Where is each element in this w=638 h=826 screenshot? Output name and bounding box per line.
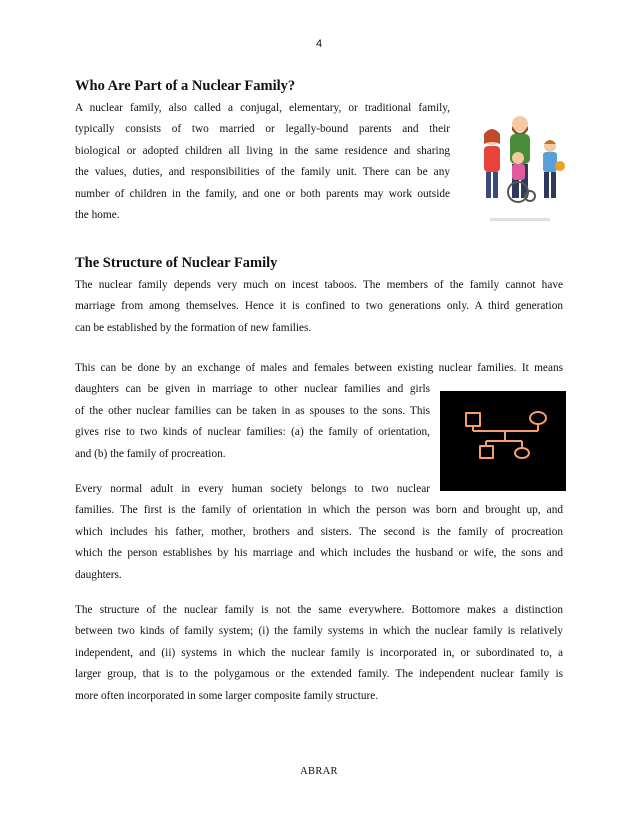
text-line: typically consists of two married or legally-bound parents and their [75,123,450,136]
text-line: The nuclear family depends very much on incest taboos. The members of the family cannot have [75,279,563,291]
page-footer: ABRAR [300,766,338,777]
text-line: biological or adopted children all living in the same residence and sharing [75,144,450,157]
text-line: and (b) the family of procreation. [75,447,226,460]
text-line: which the person establishes by his marriage and which includes the husband or wife, the sons and [75,547,563,560]
paragraph-incest-taboos [75,275,563,339]
text-line: This can be done by an exchange of males and females between existing nuclear families. It means [75,362,563,374]
text-line: which includes his father, mother, brothers and sisters. The second is the family of procreation [75,525,563,538]
text-line: daughters can be given in marriage to other nuclear families and girls [75,383,430,396]
family-illustration-icon [470,100,570,232]
text-line: more often incorporated in some larger composite family structure. [75,689,379,702]
text-line: families. The first is the family of orientation in which the person was born and brought up, and [75,504,563,517]
text-line: A nuclear family, also called a conjugal, elementary, or traditional family, [75,102,450,114]
text-line: marriage from among themselves. Hence it is confined to two generations only. A third generation [75,300,563,313]
text-line: the values, duties, and responsibilities of the family unit. There can be any [75,166,450,179]
paragraph-orientation-procreation [75,479,563,586]
text-line: can be established by the formation of new families. [75,321,312,334]
family-tree-diagram [440,391,566,491]
section-heading-structure: The Structure of Nuclear Family [75,255,278,271]
paragraph-bottomore [75,600,563,707]
page-number: 4 [315,38,323,50]
text-line: The structure of the nuclear family is not the same everywhere. Bottomore makes a distinction [75,604,563,616]
text-line: Every normal adult in every human society belongs to two nuclear [75,483,430,495]
section-heading-who-are-part: Who Are Part of a Nuclear Family? [75,78,296,94]
text-line: independent, and (ii) systems in which the nuclear family is incorporated in, or subordinated to, a [75,646,563,659]
text-line: the home. [75,209,120,222]
text-line: daughters. [75,568,122,581]
text-line: between two kinds of family system; (i) the family systems in which the nuclear family is relatively [75,625,563,638]
family-tree-diagram-icon [440,391,566,491]
paragraph-nuclear-family-definition [75,98,450,226]
text-line: gives rise to two kinds of nuclear families: (a) the family of orientation, [75,426,430,439]
family-illustration [470,100,570,232]
text-line: larger group, that is to the polygamous or the extended family. The independent nuclear family is [75,668,563,681]
text-line: of the other nuclear families can be taken in as spouses to the sons. This [75,404,430,417]
text-line: number of children in the family, and one or both parents may work outside [75,187,450,200]
